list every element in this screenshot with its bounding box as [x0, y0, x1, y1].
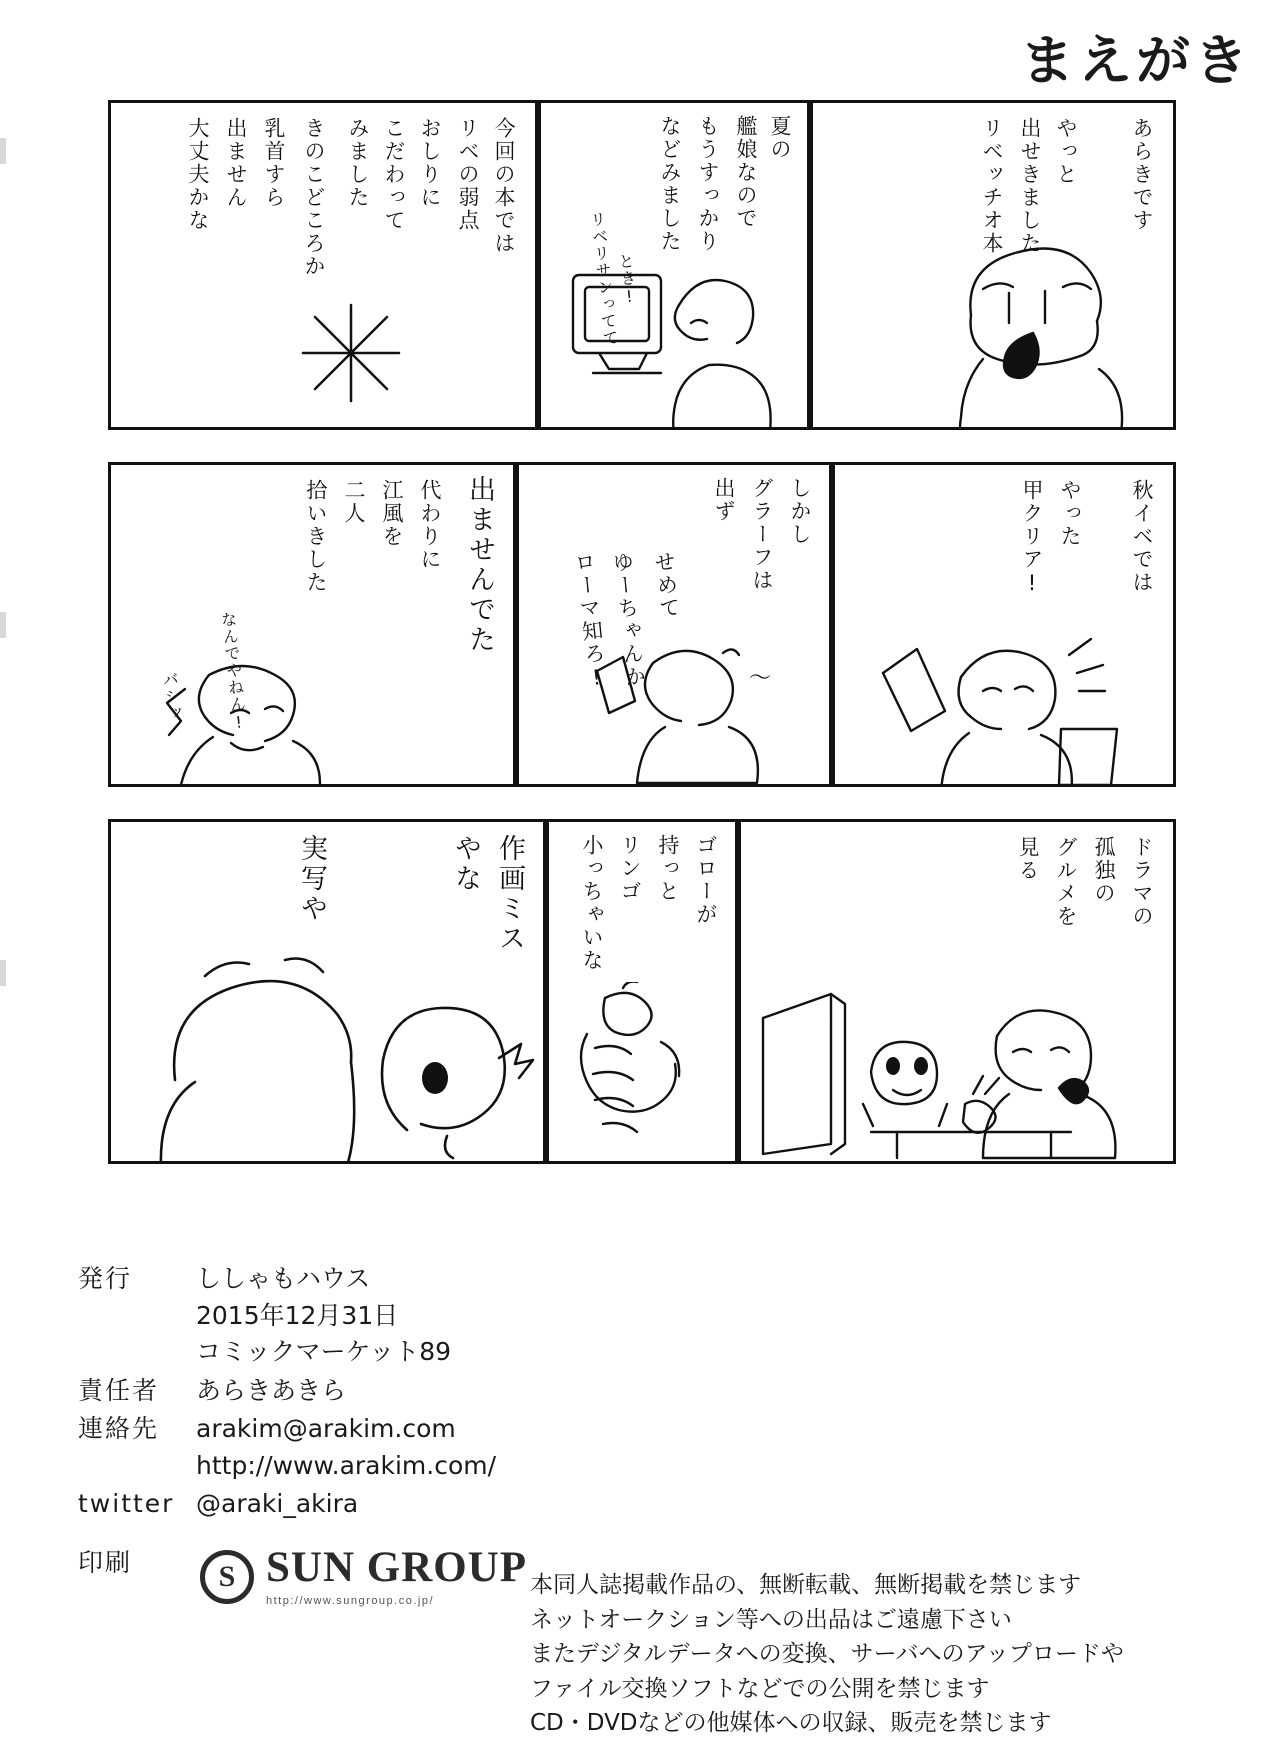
edge-mark-top	[0, 138, 6, 164]
panel-text: 艦娘なので	[734, 115, 758, 230]
panel-text: グラーフは	[750, 477, 774, 592]
comic-panel	[108, 819, 546, 1164]
panel-text: 出ず	[712, 477, 736, 523]
colophon-twitter-row	[78, 1487, 1208, 1524]
colophon	[78, 1262, 1208, 1609]
printer-name: SUN GROUP	[266, 1543, 528, 1591]
comic-strip	[108, 100, 1176, 1196]
notice-line: 本同人誌掲載作品の、無断転載、無断掲載を禁じます	[530, 1572, 1082, 1598]
panel-text: ゆーちゃんか	[608, 550, 648, 690]
panel-text: みました	[346, 117, 370, 209]
publisher-name: ししゃもハウス	[196, 1264, 371, 1293]
notice-line: またデジタルデータへの変換、サーバへのアップロードや	[530, 1641, 1124, 1667]
panel-text: ドラマの	[1130, 836, 1154, 928]
panel-text: 見る	[1016, 836, 1040, 882]
sun-group-logo-icon: S	[200, 1550, 254, 1604]
comic-panel	[108, 100, 538, 430]
comic-panel	[538, 100, 810, 430]
panel-text: 出せきました	[1018, 117, 1042, 255]
panel-text: こだわって	[382, 117, 406, 232]
panel-text: ゴローが	[694, 834, 718, 926]
panel-text: 出ませんでた	[464, 475, 495, 655]
responsible-name: あらきあきら	[196, 1375, 347, 1405]
panel-text: 甲クリア!	[1020, 479, 1044, 597]
character-face-doodle	[923, 233, 1153, 430]
character-celebrating-doodle	[865, 633, 1155, 787]
edge-mark-middle	[0, 612, 6, 638]
comic-panel	[516, 462, 832, 787]
panel-sfx: リベリサンってて	[586, 210, 621, 348]
publisher-label: 発行	[78, 1264, 133, 1293]
character-with-phone-doodle	[575, 635, 805, 785]
panel-text: 実写や	[296, 834, 327, 924]
contact-website[interactable]: http://www.arakim.com/	[196, 1450, 497, 1480]
notice-line: ネットオークション等への出品はご遠慮下さい	[530, 1606, 1012, 1633]
responsible-label: 責任者	[78, 1375, 160, 1405]
panel-text: おしりに	[418, 117, 442, 209]
panel-sfx: とき!	[615, 252, 640, 308]
event-name: コミックマーケット89	[196, 1337, 452, 1366]
panel-text: ローマ知ろ!	[570, 550, 610, 693]
contact-email[interactable]: arakim@arakim.com	[196, 1414, 456, 1443]
panel-text: やった	[1058, 479, 1082, 548]
panel-sfx: バシッ	[159, 670, 184, 723]
page-title: まえがき	[1020, 29, 1252, 92]
svg-text:〜: 〜	[749, 666, 772, 691]
notice-line: ファイル交換ソフトなどでの公開を禁じます	[530, 1675, 990, 1702]
panel-text: きのこどころか	[302, 117, 326, 278]
panel-text: 出ません	[224, 117, 248, 209]
panel-text: 拾いきした	[304, 479, 328, 594]
comic-row	[108, 100, 1176, 430]
twitter-label: twitter	[78, 1489, 175, 1518]
panel-text: リンゴ	[618, 834, 642, 903]
comic-panel	[546, 819, 738, 1164]
colophon-contact-row	[78, 1412, 1208, 1485]
panel-text: やっと	[1054, 117, 1078, 186]
usage-notice	[530, 1568, 1124, 1741]
two-characters-eating-doodle	[751, 982, 1171, 1164]
twitter-handle[interactable]: @araki_akira	[196, 1489, 359, 1518]
comic-panel	[810, 100, 1176, 430]
notice-line: CD・DVDなどの他媒体への収録、販売を禁じます	[530, 1710, 1052, 1736]
sparkle-doodle	[291, 293, 411, 413]
panel-text: もうすっかり	[696, 115, 720, 253]
panel-text: 代わりに	[418, 479, 442, 571]
panel-text: しかし	[788, 477, 812, 546]
panel-text: 持っと	[656, 834, 680, 903]
panel-text: 小っちゃいな	[580, 834, 604, 972]
panel-text: 大丈夫かな	[186, 117, 210, 232]
comic-row	[108, 819, 1176, 1164]
colophon-publisher-row	[78, 1262, 1208, 1372]
panel-text: などみました	[658, 115, 682, 253]
panel-text: 作画ミス	[494, 834, 525, 954]
panel-text: やな	[450, 834, 481, 894]
printer-url: http://www.sungroup.co.jp/	[266, 1594, 435, 1607]
character-at-monitor-doodle	[559, 253, 809, 430]
panel-text: せめて	[650, 549, 682, 621]
comic-panel	[108, 462, 516, 787]
contact-label: 連絡先	[78, 1414, 160, 1443]
panel-text: 秋イベでは	[1130, 479, 1154, 594]
panel-text: 江風を	[380, 479, 404, 548]
large-character-silhouette-doodle	[135, 940, 535, 1164]
panel-text: リベッチオ本	[980, 117, 1004, 255]
panel-text: グルメを	[1054, 836, 1078, 928]
colophon-responsible-row	[78, 1374, 1208, 1411]
hand-holding-apple-doodle	[565, 982, 735, 1162]
panel-text: 孤独の	[1092, 836, 1116, 905]
comic-panel	[738, 819, 1176, 1164]
edge-mark-bottom	[0, 960, 6, 986]
publish-date: 2015年12月31日	[196, 1300, 399, 1330]
panel-text: 乳首すら	[262, 117, 286, 209]
panel-text: 二人	[342, 479, 366, 525]
panel-text: リベの弱点	[456, 117, 480, 232]
panel-text: あらきです	[1130, 117, 1154, 232]
panel-sfx: なんでやねん!	[217, 610, 250, 734]
printer-logo	[200, 1543, 528, 1609]
comic-panel	[832, 462, 1176, 787]
panel-text: 夏の	[768, 115, 792, 161]
panel-text: 今回の本では	[492, 117, 516, 255]
printer-label: 印刷	[78, 1547, 133, 1577]
comic-row	[108, 462, 1176, 787]
character-slap-doodle	[139, 655, 399, 787]
